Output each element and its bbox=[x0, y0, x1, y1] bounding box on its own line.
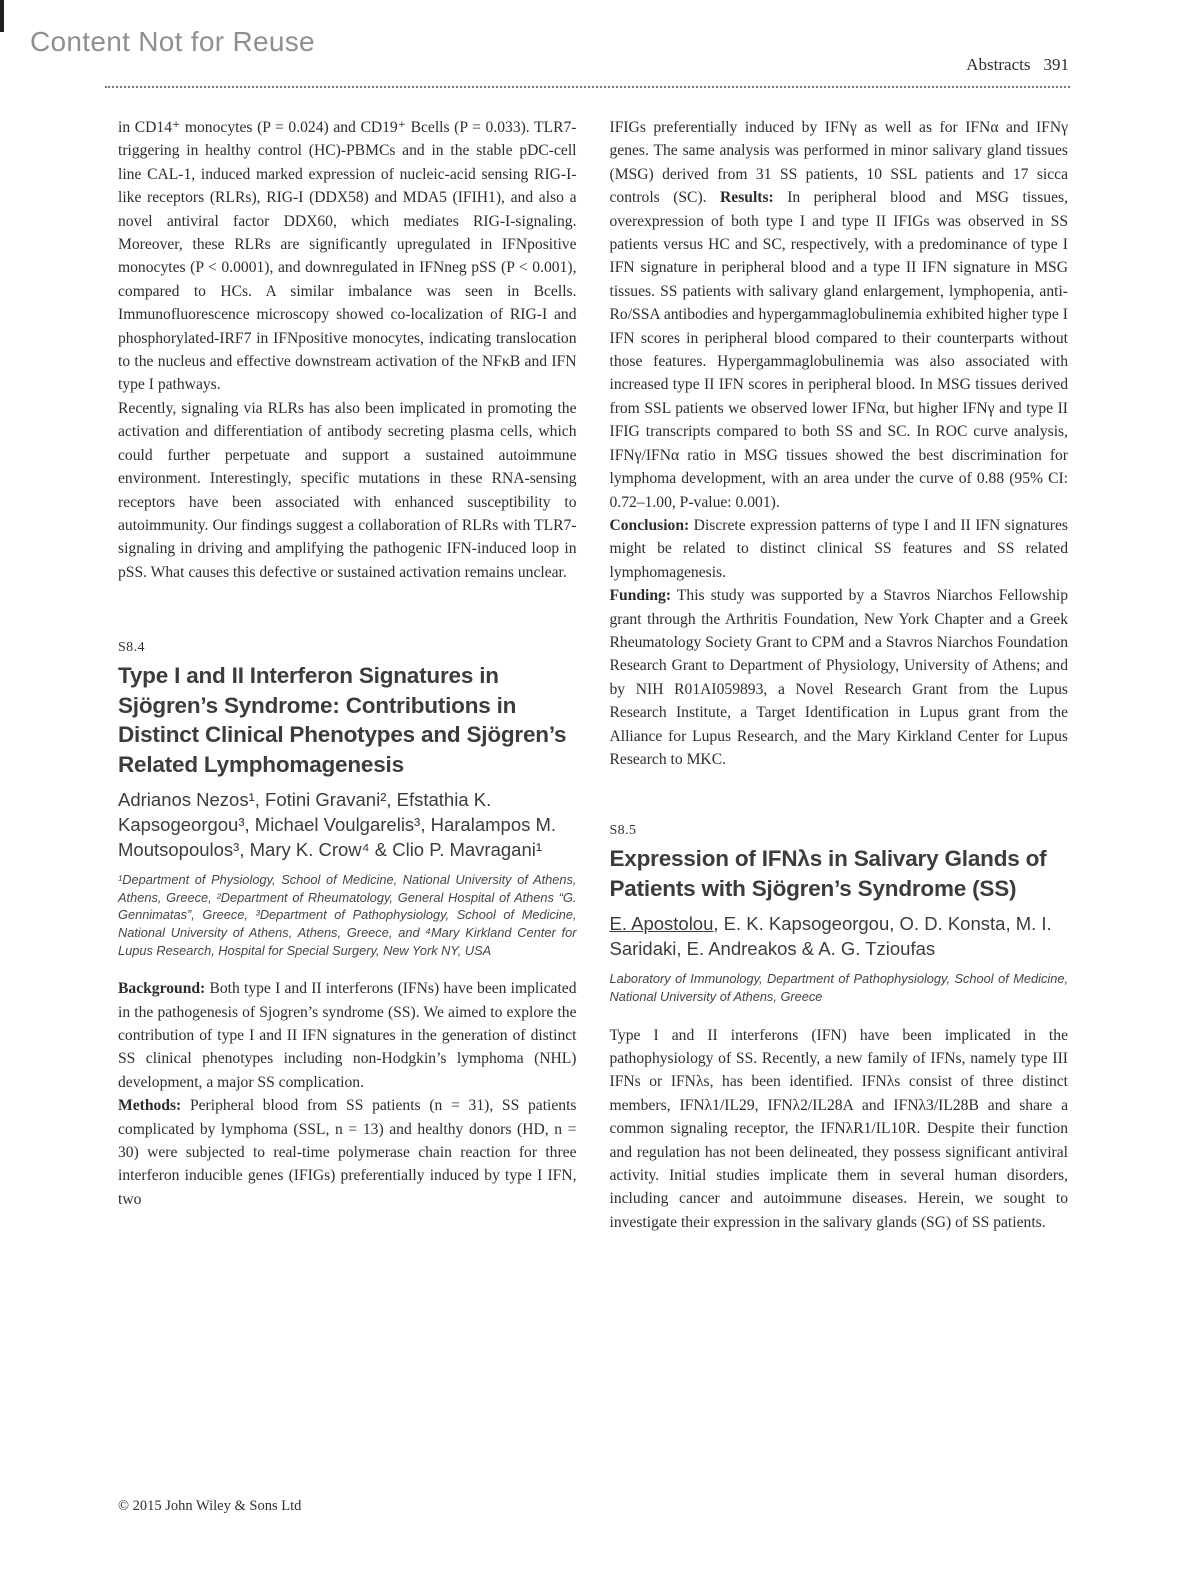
background-label: Background: bbox=[118, 980, 206, 998]
left-column bbox=[118, 116, 577, 1234]
abstract-body-paragraph: Type I and II interferons (IFN) have been implicated in the pathophysiology of SS. Recently, a new family of IFNs, namely type III IFNs or IFNλs, has been identified. IFNλs consist of three distinct members, IFNλ1/IL29, IFNλ2/IL28A and IFNλ3/IL28B and share a common signaling receptor, the IFNλR1/IL10R. Despite their function and regulation has not been delineated, they possess significant antiviral activity. Initial studies implicate them in several human disorders, including cancer and autoimmune diseases. Herein, we sought to investigate their expression in the salivary glands (SG) of SS patients. bbox=[609, 1026, 1068, 1231]
abstract-continuation-paragraph: in CD14⁺ monocytes (P = 0.024) and CD19⁺ Bcells (P = 0.033). TLR7-triggering in healthy control (HC)-PBMCs and in the stable pDC-cell line CAL-1, induced marked expression of nucleic-acid sensing RIG-I-like receptors (RLRs), RIG-I (DDX58) and MDA5 (IFIH1), and also a novel antiviral factor DDX60, which mediates RIG-I-signaling. Moreover, these RLRs are significantly upregulated in IFNpositive monocytes (P < 0.0001), and downregulated in IFNneg pSS (P < 0.001), compared to HCs. A similar imbalance was seen in Bcells. Immunofluorescence microscopy showed co-localization of RIG-I and phosphorylated-IRF7 in IFNpositive monocytes, indicating translocation to the nucleus and effective downstream activation of the NFκB and IFN type I pathways. bbox=[118, 119, 577, 394]
abstract-paragraph: Recently, signaling via RLRs has also been implicated in promoting the activation and differentiation of antibody secreting plasma cells, which could further perpetuate and support a sustained autoimmune environment. Interestingly, specific mutations in these RNA-sensing receptors have been associated with enhanced susceptibility to autoimmunity. Our findings suggest a collaboration of RLRs with TLR7-signaling in driving and amplifying the pathogenic IFN-induced loop in pSS. What causes this defective or sustained activation remains unclear. bbox=[118, 399, 577, 581]
watermark-text: Content Not for Reuse bbox=[30, 26, 315, 57]
conclusion-label: Conclusion: bbox=[609, 516, 690, 534]
results-text: In peripheral blood and MSG tissues, overexpression of both type I and type II IFIGs was observed in SS patients versus HC and SC, respectively, with a predominance of type I IFN signature in peripheral blood and a type II IFN signature in MSG tissues. SS patients with salivary gland enlargement, lymphopenia, anti-Ro/SSA antibodies and hypergammaglobulinemia exhibited higher type I IFN scores in peripheral blood compared to their counterparts without those features. Hypergammaglobulinemia was also associated with increased type II IFN scores in peripheral blood. In MSG tissues derived from SSL patients we observed lower IFNα, but higher IFNγ and type II IFIG transcripts compared to both SS and SC. In ROC curve analysis, IFNγ/IFNα ratio in MSG tissues showed the best discrimination for lymphoma development, with an area under the curve of 0.88 (95% CI: 0.72–1.00, P-value: 0.001). bbox=[609, 189, 1068, 511]
author-list bbox=[610, 911, 1069, 961]
funding-label: Funding: bbox=[609, 587, 672, 605]
results-pre-text: IFIGs preferentially induced by IFNγ as well as for IFNα and IFNγ genes. The same analysis was performed in minor salivary gland tissues (MSG) derived from 31 SS patients, 10 SSL patients and 17 sicca controls (SC). bbox=[609, 119, 1068, 207]
affiliation-list: Laboratory of Immunology, Department of Pathophysiology, School of Medicine, National University of Athens, Greece bbox=[609, 971, 1068, 1004]
results-paragraph bbox=[610, 116, 1069, 514]
funding-text: This study was supported by a Stavros Niarchos Fellowship grant through the Arthritis Foundation, New York Chapter and a Greek Rheumatology Society Grant to CPM and a Stavros Niarchos Foundation Research Grant to Department of Physiology, University of Athens; and by NIH R01AI059893, a Novel Research Grant from the Lupus Research Institute, a Target Identification in Lupus grant from the Alliance for Lupus Research, and the Mary Kirkland Center for Lupus Research to MKC. bbox=[609, 587, 1068, 768]
running-header-label: Abstracts bbox=[966, 55, 1031, 74]
page-edge-mark bbox=[0, 0, 4, 32]
session-code: S8.4 bbox=[118, 640, 145, 656]
right-column bbox=[610, 116, 1069, 1234]
abstract-s8-4 bbox=[118, 640, 577, 1211]
background-paragraph bbox=[118, 977, 577, 1094]
methods-paragraph bbox=[118, 1094, 577, 1211]
methods-text: Peripheral blood from SS patients (n = 31), SS patients complicated by lymphoma (SSL, n = 13) and healthy donors (HD, n = 30) were subjected to real-time polymerase chain reaction for three interferon inducible genes (IFIGs) preferentially induced by type I IFN, two bbox=[118, 1097, 577, 1208]
abstract-title: Expression of IFNλs in Salivary Glands of Patients with Sjögren’s Syndrome (SS) bbox=[609, 846, 1047, 901]
abstract-title: Type I and II Interferon Signatures in Sjögren’s Syndrome: Contributions in Distinct Clinical Phenotypes and Sjögren’s Related Lymphomagenesis bbox=[118, 663, 567, 777]
copyright-notice: © 2015 John Wiley & Sons Ltd bbox=[118, 1498, 302, 1514]
funding-paragraph bbox=[610, 584, 1069, 771]
affiliation-list: ¹Department of Physiology, School of Medicine, National University of Athens, Athens, Greece, ²Department of Rheumatology, General Hospital of Athens “G. Gennimatas”, Greece, ³Department of Pathophysiology, School of Medicine, National University of Athens, Athens, Greece, and ⁴Mary Kirkland Center for Lupus Research, Hospital for Special Surgery, New York NY, USA bbox=[118, 872, 577, 958]
author-list-rest: , E. K. Kapsogeorgou, O. D. Konsta, M. I. Saridaki, E. Andreakos & A. G. Tzioufas bbox=[609, 913, 1052, 960]
session-code: S8.5 bbox=[609, 823, 637, 839]
header-divider bbox=[105, 86, 1070, 88]
results-label: Results: bbox=[720, 189, 774, 207]
author-list: Adrianos Nezos¹, Fotini Gravani², Efstathia K. Kapsogeorgou³, Michael Voulgarelis³, Haralampos M. Moutsopoulos³, Mary K. Crow⁴ & Clio P. Mavragani¹ bbox=[118, 789, 557, 861]
page-number: 391 bbox=[1043, 55, 1069, 74]
background-text: Both type I and II interferons (IFNs) have been implicated in the pathogenesis of Sjogren’s syndrome (SS). We aimed to explore the contribution of type I and II IFN signatures in the generation of distinct SS clinical phenotypes including non-Hodgkin’s lymphoma (NHL) development, a major SS complication. bbox=[118, 980, 577, 1091]
methods-label: Methods: bbox=[118, 1097, 182, 1115]
running-header bbox=[966, 55, 1069, 75]
two-column-layout bbox=[118, 116, 1068, 1234]
abstract-s8-5 bbox=[610, 823, 1069, 1234]
presenting-author: E. Apostolou bbox=[609, 913, 714, 935]
conclusion-text: Discrete expression patterns of type I and II IFN signatures might be related to distinct clinical SS features and SS related lymphomagenesis. bbox=[609, 516, 1068, 581]
conclusion-paragraph bbox=[610, 514, 1069, 584]
